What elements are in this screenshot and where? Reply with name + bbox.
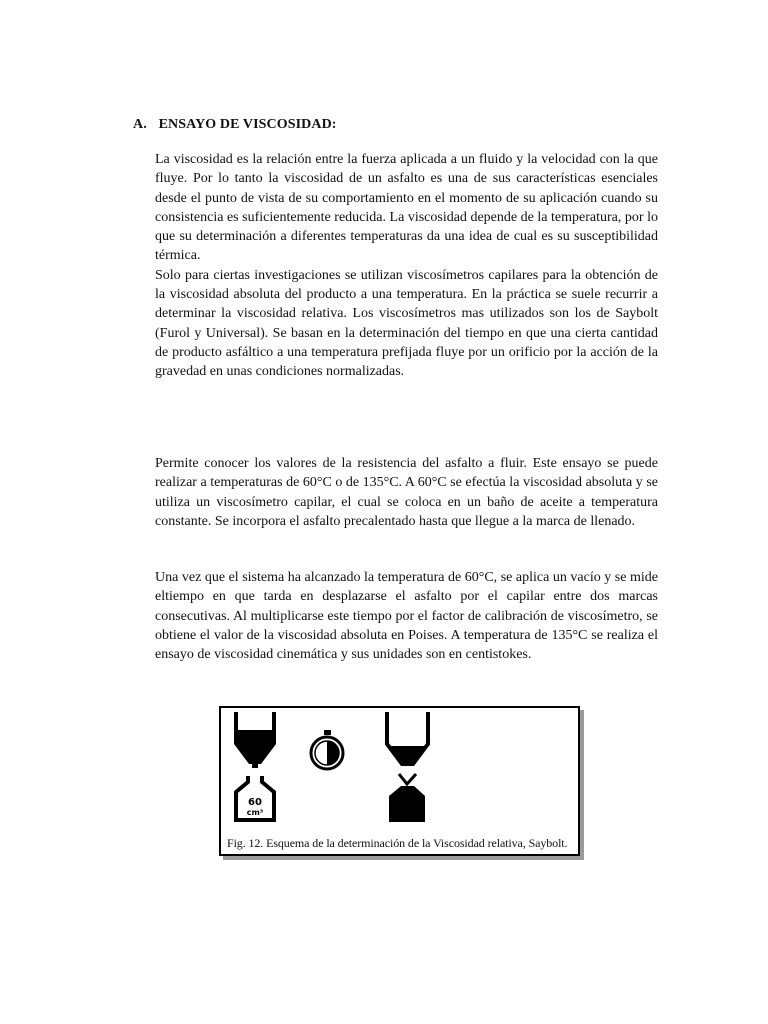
figure-caption: Fig. 12. Esquema de la determinación de la Viscosidad relativa, Saybolt.	[227, 836, 568, 850]
paragraph-procedure-text: Una vez que el sistema ha alcanzado la temperatura de 60°C, se aplica un vacío y se mide eltiempo en que tarda en desplazarse el asfalto por el capilar entre dos marcas consecutivas. Al multiplicarse este tiempo por el factor de calibración de viscosímetro, se obtiene el valor de la viscosidad absoluta en Poises. A temperatura de 135°C se realiza el ensayo de viscosidad cinemática y sus unidades son en centistokes.	[155, 570, 658, 663]
figure-saybolt-diagram	[219, 706, 580, 856]
paragraph-resistance-text: Permite conocer los valores de la resistencia del asfalto a fluir. Este ensayo se puede realizar a temperaturas de 60°C o de 135°C. A 60°C se efectúa la viscosidad absoluta y se utiliza un viscosímetro capilar, el cual se coloca en un baño de aceite a temperatura constante. Se incorpora el asfalto precalentado hasta que llegue a la marca de llenado.	[155, 456, 658, 529]
receiving-flask-empty-icon	[236, 776, 274, 820]
stopwatch-icon	[311, 730, 343, 769]
viscometer-tube-full-icon	[234, 712, 276, 768]
paragraph-definition: La viscosidad es la relación entre la fuerza aplicada a un fluido y la velocidad con la que fluye. Por lo tanto la viscosidad de un asfalto es una de sus características esenciales desde el punto de vista de su comportamiento en el momento de su aplicación cuando su consistencia es suficientemente reducida. La viscosidad depende de la temperatura, por lo que su determinación a diferentes temperaturas da una idea de cual es su susceptibilidad térmica.	[155, 152, 658, 264]
paragraph-saybolt: Solo para ciertas investigaciones se utilizan viscosímetros capilares para la obtención de la viscosidad absoluta del producto a una temperatura. En la práctica se suele recurrir a determinar la viscosidad relativa. Los viscosímetros mas utilizados son los de Saybolt (Furol y Universal). Se basan en la determinación del tiempo en que una cierta cantidad de producto asfáltico a una temperatura prefijada fluye por un orificio por la acción de la gravedad en unas condiciones normalizadas.	[155, 267, 658, 380]
flask-unit-label: cm³	[246, 808, 264, 817]
receiving-flask-full-icon	[389, 774, 425, 822]
flask-volume-label: 60	[248, 797, 262, 808]
paragraph-procedure	[155, 568, 658, 664]
paragraph-resistance	[155, 454, 658, 531]
viscometer-tube-drained-icon	[387, 712, 428, 764]
section-title: ENSAYO DE VISCOSIDAD:	[158, 117, 337, 132]
saybolt-diagram	[221, 708, 578, 854]
section-heading	[133, 117, 337, 133]
section-number: A.	[133, 117, 147, 132]
paragraph-intro	[155, 150, 658, 382]
